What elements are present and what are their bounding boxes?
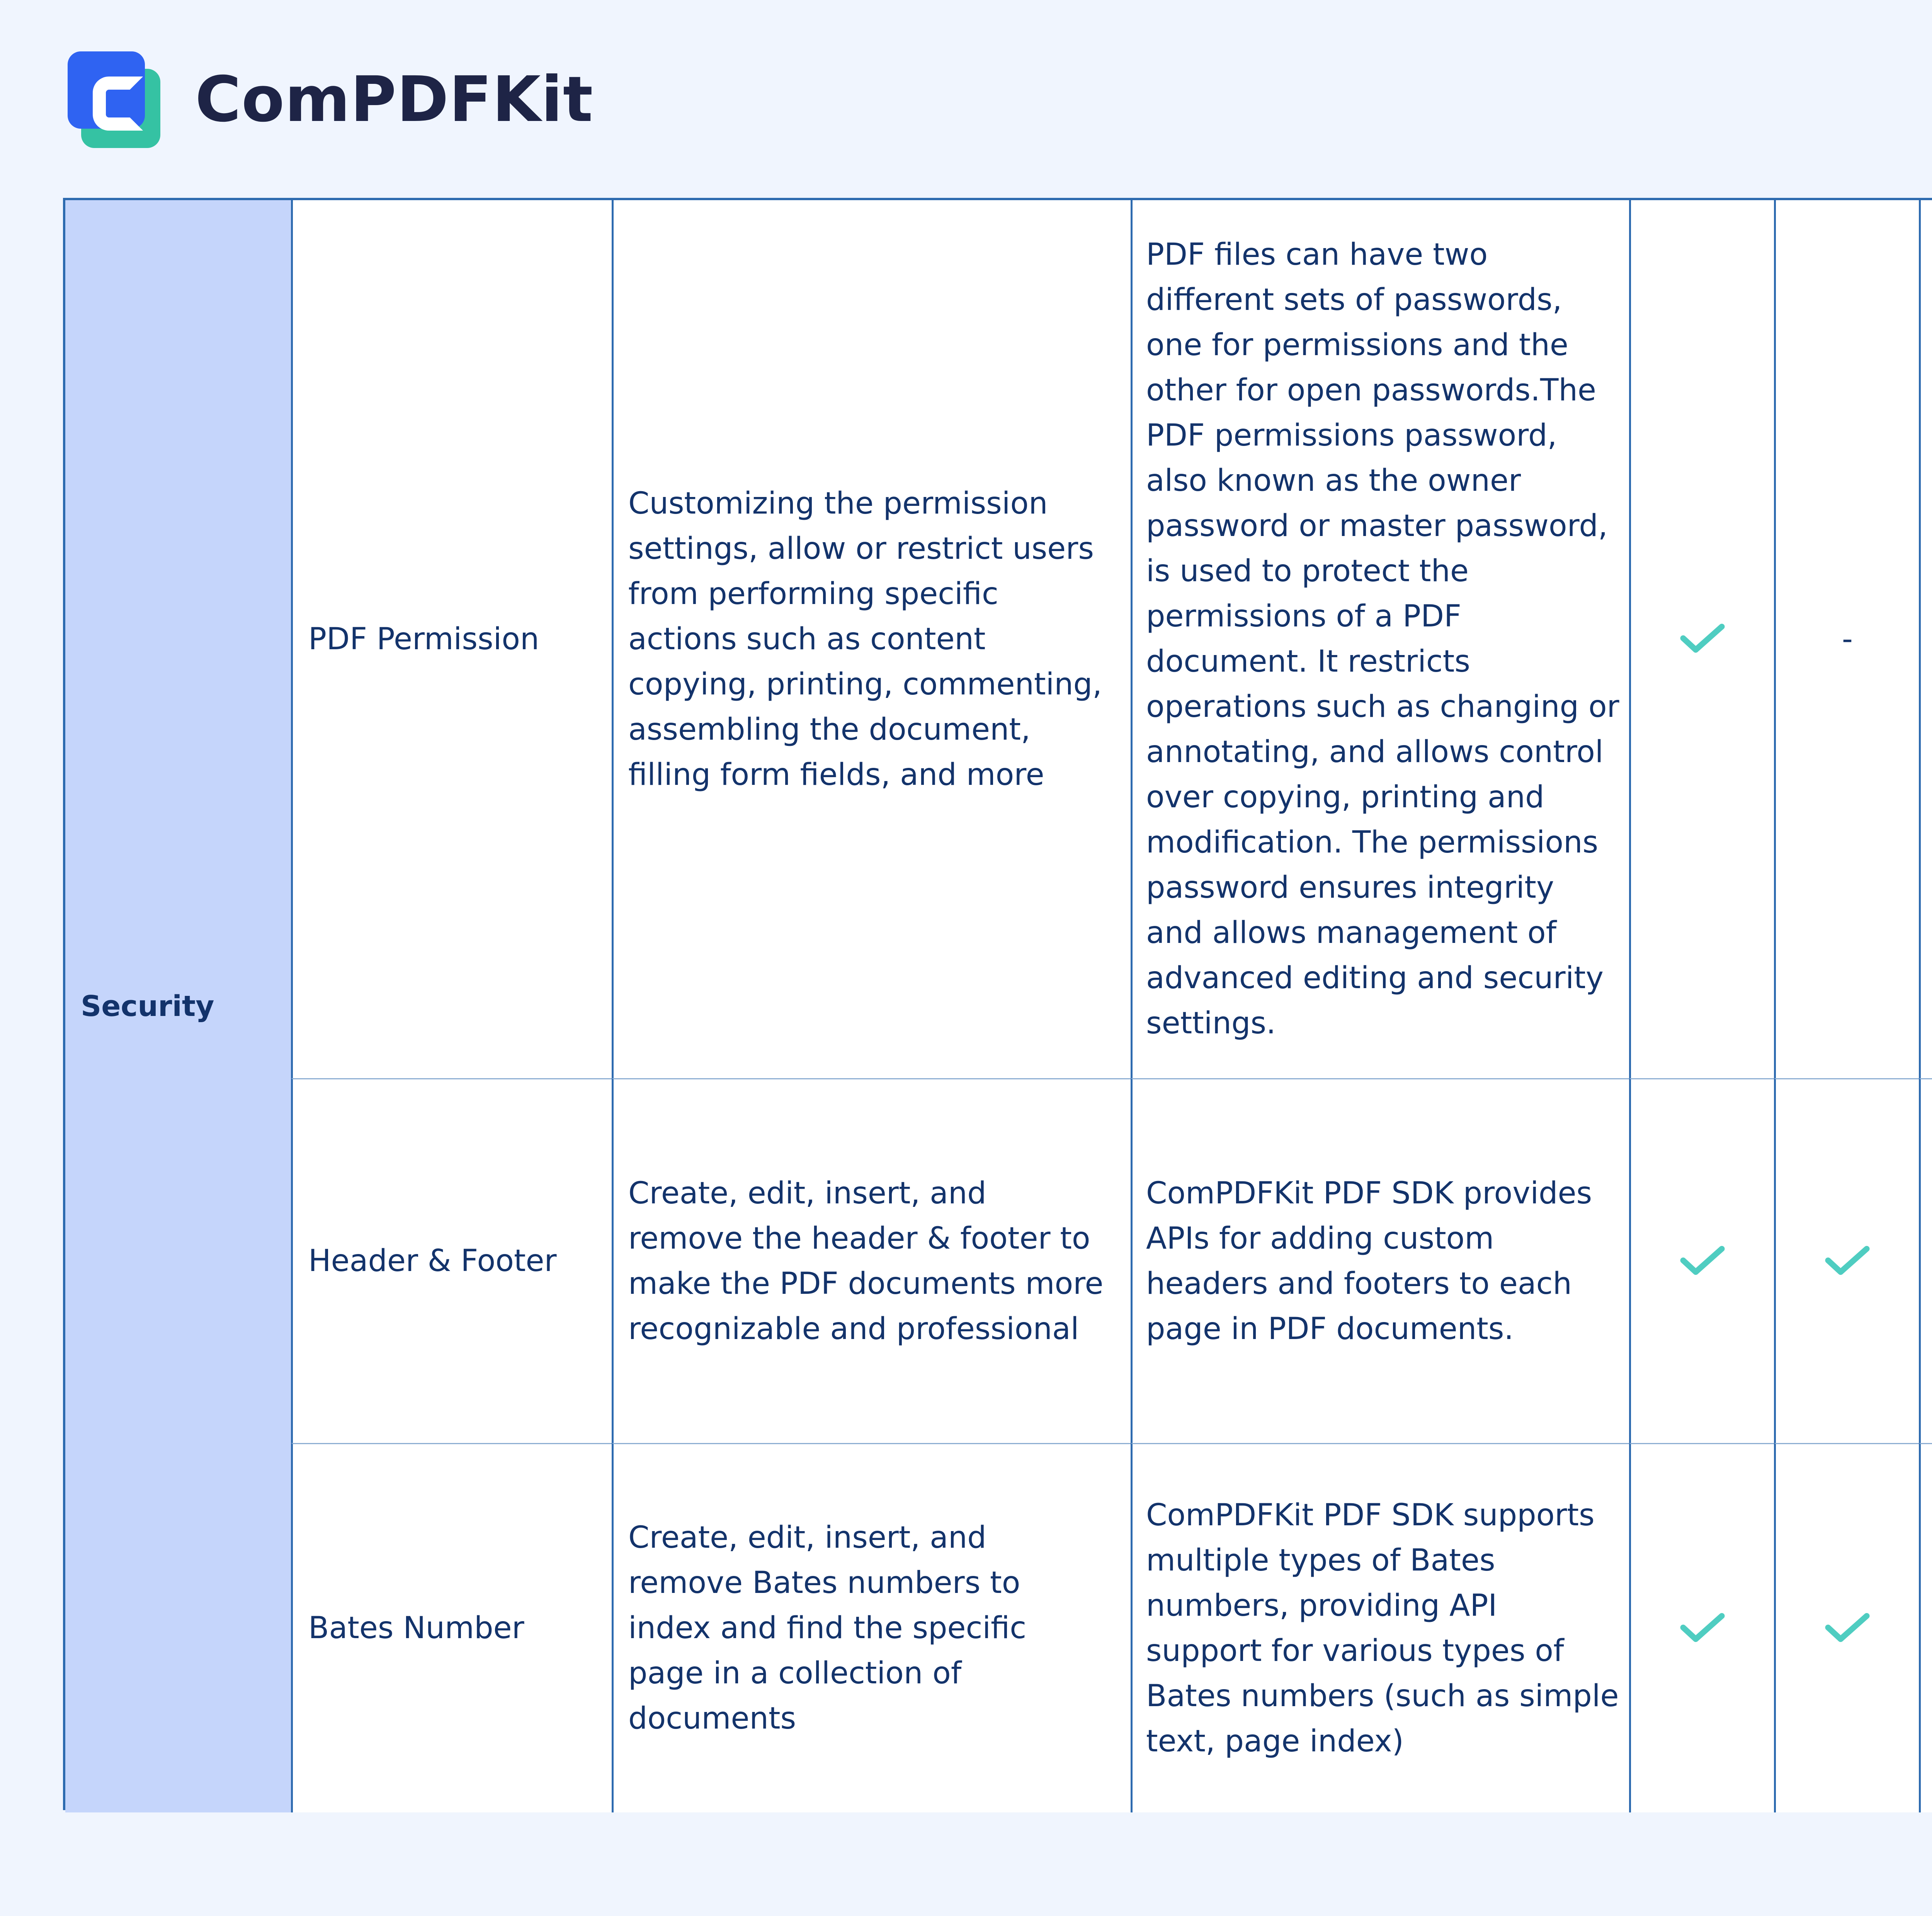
category-cell: [65, 200, 291, 1812]
check-icon: [1679, 622, 1726, 657]
feature-name: Bates Number: [308, 1611, 524, 1645]
support-cell: [1629, 1443, 1774, 1812]
details-cell: [1131, 1443, 1629, 1812]
support-cell: [1774, 1078, 1919, 1443]
feature-name: Header & Footer: [308, 1244, 557, 1278]
description-cell: [612, 200, 1131, 1078]
page-header: [66, 48, 593, 151]
check-icon: [1679, 1611, 1726, 1646]
check-icon: [1824, 1244, 1871, 1279]
support-cell: [1919, 200, 1932, 1078]
details-cell: [1131, 200, 1629, 1078]
support-cell: [1629, 200, 1774, 1078]
not-supported-dash: -: [1842, 621, 1853, 657]
logo-c-glyph: [93, 77, 143, 131]
details-cell: [1131, 1078, 1629, 1443]
support-cell: [1919, 1443, 1932, 1812]
support-cell: [1774, 1443, 1919, 1812]
feature-description: Create, edit, insert, and remove Bates numbers to index and find the specific page in a collection of documents: [628, 1520, 1027, 1736]
feature-table: [63, 198, 1932, 1810]
brand-name: ComPDFKit: [195, 63, 594, 136]
feature-details: PDF files can have two different sets of passwords, one for permissions and the other for open passwords.The PDF permissions password, also known as the owner password or master password, is used to protect the permissions of a PDF document. It restricts operations such as changing or annotating, and allows control over copying, printing and modification. The permissions password ensures integrity and allows management of advanced editing and security settings.: [1146, 237, 1619, 1041]
feature-cell: [291, 1078, 612, 1443]
description-cell: [612, 1443, 1131, 1812]
check-icon: [1824, 1611, 1871, 1646]
feature-cell: [291, 200, 612, 1078]
compdfkit-logo-icon: [66, 49, 166, 150]
feature-description: Create, edit, insert, and remove the header & footer to make the PDF documents more recognizable and professional: [628, 1176, 1104, 1346]
check-icon: [1679, 1244, 1726, 1279]
feature-details: ComPDFKit PDF SDK supports multiple types of Bates numbers, providing API support for various types of Bates numbers (such as simple text, page index): [1146, 1497, 1619, 1759]
description-cell: [612, 1078, 1131, 1443]
feature-details: ComPDFKit PDF SDK provides APIs for adding custom headers and footers to each page in PDF documents.: [1146, 1176, 1592, 1346]
category-label: Security: [81, 989, 214, 1023]
feature-cell: [291, 1443, 612, 1812]
feature-description: Customizing the permission settings, allow or restrict users from performing specific actions such as content copying, printing, commenting, assembling the document, filling form fields, and more: [628, 486, 1102, 792]
support-cell: [1919, 1078, 1932, 1443]
support-cell: [1774, 200, 1919, 1078]
feature-name: PDF Permission: [308, 621, 539, 657]
support-cell: [1629, 1078, 1774, 1443]
